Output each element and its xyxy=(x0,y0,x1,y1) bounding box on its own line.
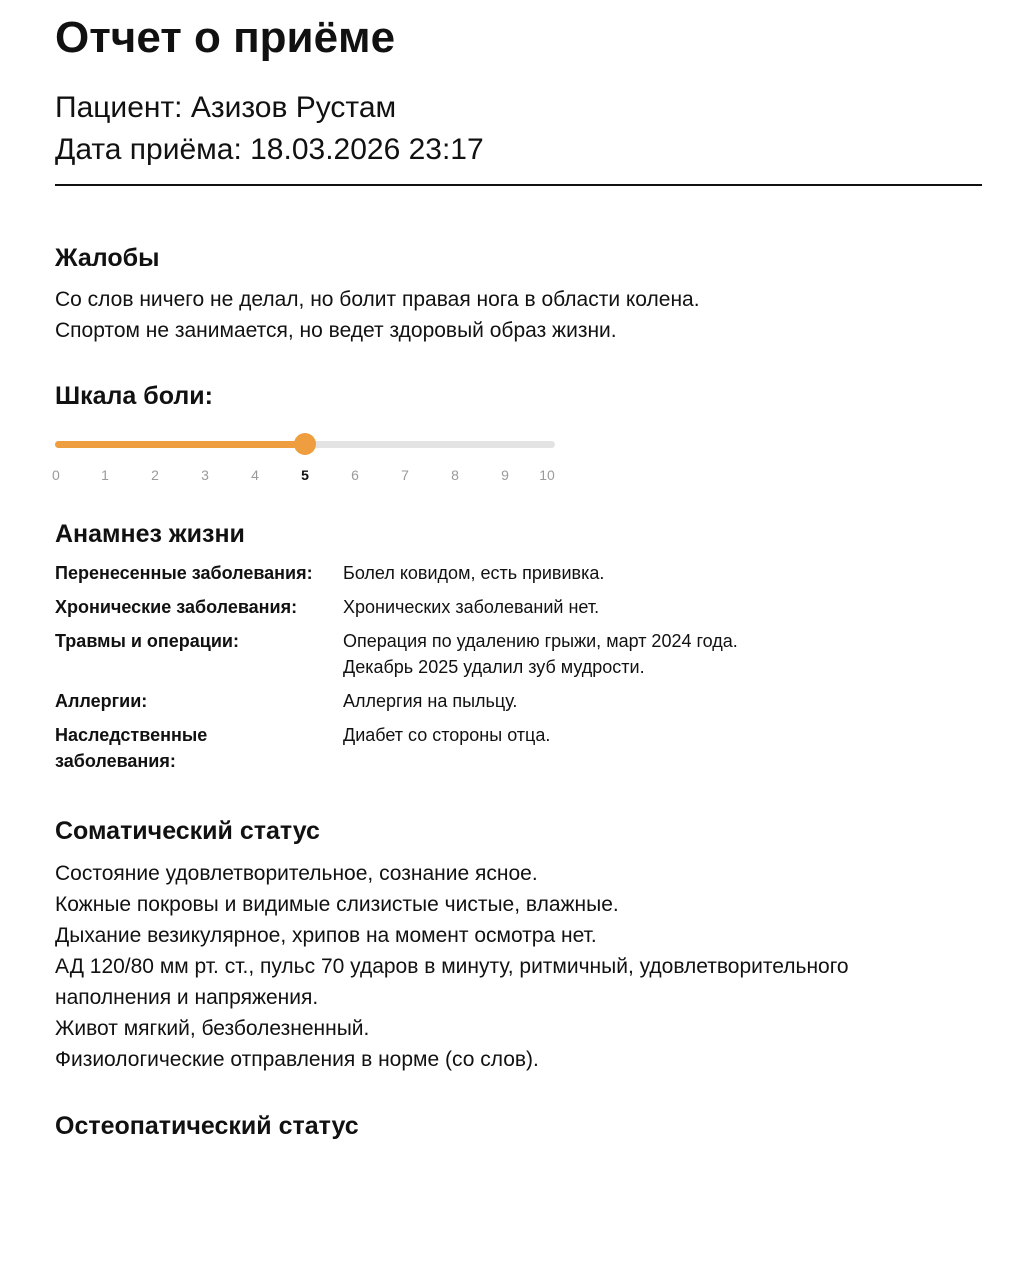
anamnesis-row xyxy=(55,688,982,714)
anamnesis-label-line: Травмы и операции: xyxy=(55,631,239,651)
pain-scale-heading: Шкала боли: xyxy=(55,382,213,410)
somatic-line: Кожные покровы и видимые слизистые чистые, влажные. xyxy=(55,893,619,916)
complaints-text xyxy=(55,284,700,346)
somatic-line: Физиологические отправления в норме (со слов). xyxy=(55,1048,539,1071)
pain-scale-fill xyxy=(55,441,305,448)
pain-scale-tick: 10 xyxy=(539,467,555,483)
somatic-line: Состояние удовлетворительное, сознание ясное. xyxy=(55,862,538,885)
pain-scale-tick: 9 xyxy=(501,467,509,483)
anamnesis-value xyxy=(343,628,738,680)
anamnesis-row xyxy=(55,594,982,620)
osteopathic-heading: Остеопатический статус xyxy=(55,1112,359,1140)
pain-scale-tick: 3 xyxy=(201,467,209,483)
anamnesis-value-line: Декабрь 2025 удалил зуб мудрости. xyxy=(343,657,645,677)
somatic-line: АД 120/80 мм рт. ст., пульс 70 ударов в минуту, ритмичный, удовлетворительного xyxy=(55,955,849,978)
anamnesis-label xyxy=(55,594,343,620)
anamnesis-row xyxy=(55,560,982,586)
anamnesis-label-line: Перенесенные заболевания: xyxy=(55,563,313,583)
anamnesis-value-line: Хронических заболеваний нет. xyxy=(343,597,600,617)
anamnesis-value xyxy=(343,594,599,620)
anamnesis-row xyxy=(55,722,982,774)
pain-scale-tick: 1 xyxy=(101,467,109,483)
complaints-line: Спортом не занимается, но ведет здоровый образ жизни. xyxy=(55,319,617,342)
anamnesis-value-line: Диабет со стороны отца. xyxy=(343,725,551,745)
anamnesis-label-line: Наследственные xyxy=(55,725,208,745)
anamnesis-value-line: Операция по удалению грыжи, март 2024 года. xyxy=(343,631,738,651)
anamnesis-value xyxy=(343,722,550,774)
anamnesis-label-line: заболевания: xyxy=(55,751,176,771)
pain-scale-tick: 6 xyxy=(351,467,359,483)
anamnesis-label-line: Хронические заболевания: xyxy=(55,597,298,617)
anamnesis-label-line: Аллергии: xyxy=(55,691,148,711)
visit-date: Дата приёма: 18.03.2026 23:17 xyxy=(55,133,484,166)
anamnesis-heading: Анамнез жизни xyxy=(55,520,245,548)
somatic-line: Дыхание везикулярное, хрипов на момент осмотра нет. xyxy=(55,924,597,947)
somatic-heading: Соматический статус xyxy=(55,817,320,845)
pain-scale-tick: 5 xyxy=(301,467,309,483)
pain-scale-tick: 4 xyxy=(251,467,259,483)
pain-scale-thumb[interactable] xyxy=(294,433,316,455)
complaints-heading: Жалобы xyxy=(55,244,160,272)
complaints-line: Со слов ничего не делал, но болит правая нога в области колена. xyxy=(55,288,700,311)
anamnesis-table xyxy=(55,560,982,782)
pain-scale-tick: 8 xyxy=(451,467,459,483)
anamnesis-value xyxy=(343,560,604,586)
somatic-line: Живот мягкий, безболезненный. xyxy=(55,1017,370,1040)
anamnesis-value-line: Болел ковидом, есть прививка. xyxy=(343,563,605,583)
anamnesis-label xyxy=(55,560,343,586)
header-divider xyxy=(55,184,982,186)
anamnesis-row xyxy=(55,628,982,680)
anamnesis-label xyxy=(55,628,343,680)
anamnesis-label xyxy=(55,722,343,774)
pain-scale-tick: 0 xyxy=(52,467,60,483)
somatic-line: наполнения и напряжения. xyxy=(55,986,319,1009)
pain-scale-tick: 2 xyxy=(151,467,159,483)
patient-name: Пациент: Азизов Рустам xyxy=(55,91,397,124)
somatic-text xyxy=(55,858,849,1075)
anamnesis-value-line: Аллергия на пыльцу. xyxy=(343,691,518,711)
anamnesis-label xyxy=(55,688,343,714)
pain-scale-tick: 7 xyxy=(401,467,409,483)
pain-scale-ticks xyxy=(52,466,555,486)
anamnesis-value xyxy=(343,688,517,714)
report-title: Отчет о приёме xyxy=(55,13,396,62)
pain-scale-slider[interactable] xyxy=(52,432,555,492)
